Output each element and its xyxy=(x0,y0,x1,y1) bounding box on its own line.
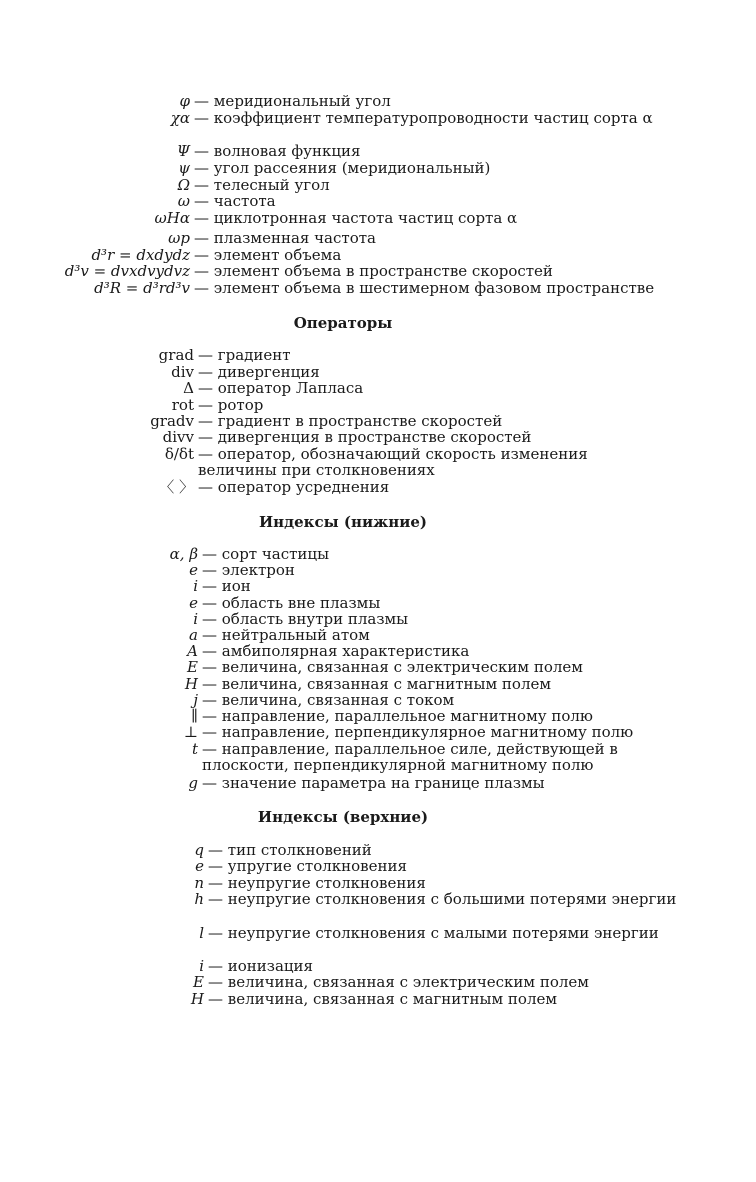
section-heading-operators: Операторы xyxy=(293,314,393,332)
description: — ион xyxy=(202,577,251,595)
description: — циклотронная частота частиц сорта α xyxy=(194,209,518,227)
description: — тип столкновений xyxy=(208,841,372,859)
description: — область внутри плазмы xyxy=(202,610,409,628)
description: — неупругие столкновения с малыми потерями энергии xyxy=(208,924,659,942)
description: — неупругие столкновения xyxy=(208,874,426,892)
description: — направление, перпендикулярное магнитному полю xyxy=(202,723,634,741)
symbol: ψ xyxy=(178,159,190,177)
description: — значение параметра на границе плазмы xyxy=(202,774,545,792)
description: — меридиональный угол xyxy=(194,92,391,110)
symbol: E xyxy=(193,973,204,991)
description: — направление, параллельное силе, действующей в плоскости, перпендикулярной магнитному полю xyxy=(202,740,618,774)
symbol: e xyxy=(195,857,204,875)
description: — область вне плазмы xyxy=(202,594,381,612)
symbol: χα xyxy=(170,109,190,127)
symbol: δ/δt xyxy=(164,445,194,463)
description: — градиент в пространстве скоростей xyxy=(198,412,503,430)
description: — величина, связанная с электрическим полем xyxy=(202,658,583,676)
symbol: ωHα xyxy=(154,209,190,227)
description: — частота xyxy=(194,192,276,210)
symbol: A xyxy=(187,642,198,660)
symbol: g xyxy=(188,774,198,792)
symbol: t xyxy=(191,740,198,758)
symbol: i xyxy=(193,610,198,628)
description: — телесный угол xyxy=(194,176,330,194)
description: — величина, связанная с магнитным полем xyxy=(202,675,552,693)
description: — дивергенция в пространстве скоростей xyxy=(198,428,532,446)
symbol: ωp xyxy=(168,229,190,247)
symbol: e xyxy=(189,594,198,612)
description: — неупругие столкновения с большими потерями энергии xyxy=(208,890,677,908)
symbol: i xyxy=(199,957,204,975)
symbol: j xyxy=(193,691,198,709)
symbol: l xyxy=(199,924,204,942)
symbol: d³r = dxdydz xyxy=(91,246,190,264)
symbol: rot xyxy=(171,396,194,414)
description: — оператор усреднения xyxy=(198,478,390,496)
symbol: d³v = dvxdvydvz xyxy=(64,262,190,280)
symbol: Δ xyxy=(183,379,194,397)
symbol: div xyxy=(171,363,194,381)
description: — упругие столкновения xyxy=(208,857,407,875)
symbol: n xyxy=(194,874,204,892)
description: — сорт частицы xyxy=(202,545,330,563)
symbol: H xyxy=(190,990,204,1008)
symbol: α, β xyxy=(169,545,198,563)
symbol: d³R = d³rd³v xyxy=(94,279,190,297)
description: — элемент объема xyxy=(194,246,342,264)
description: — элемент объема в шестимерном фазовом пространстве xyxy=(194,279,655,297)
description: — ротор xyxy=(198,396,264,414)
description: — величина, связанная с током xyxy=(202,691,455,709)
symbol: a xyxy=(189,626,198,644)
description: — направление, параллельное магнитному полю xyxy=(202,707,593,725)
symbol: grad xyxy=(158,346,194,364)
symbol: Ω xyxy=(177,176,190,194)
description: — оператор Лапласа xyxy=(198,379,364,397)
description: — элемент объема в пространстве скоростей xyxy=(194,262,553,280)
symbol: ω xyxy=(177,192,190,210)
description: — ионизация xyxy=(208,957,314,975)
symbol: gradv xyxy=(150,412,194,430)
symbol: i xyxy=(193,577,198,595)
section-heading-upper-indices: Индексы (верхние) xyxy=(257,808,429,826)
symbol: divv xyxy=(162,428,194,446)
description: — волновая функция xyxy=(194,142,361,160)
symbol: Ψ xyxy=(176,142,190,160)
section-heading-lower-indices: Индексы (нижние) xyxy=(258,513,427,531)
description: — электрон xyxy=(202,561,295,579)
description: — дивергенция xyxy=(198,363,320,381)
description: — величина, связанная с электрическим полем xyxy=(208,973,589,991)
symbol: ⊥ xyxy=(183,723,198,741)
symbol: ∥ xyxy=(191,707,198,725)
symbol: E xyxy=(187,658,198,676)
description: — оператор, обозначающий скорость изменения величины при столкновениях xyxy=(198,445,588,479)
description: — плазменная частота xyxy=(194,229,376,247)
symbol: H xyxy=(184,675,198,693)
symbol: h xyxy=(194,890,204,908)
description: — величина, связанная с магнитным полем xyxy=(208,990,558,1008)
symbol: q xyxy=(194,841,204,859)
symbol: e xyxy=(189,561,198,579)
description: — угол рассеяния (меридиональный) xyxy=(194,159,491,177)
symbol: φ xyxy=(179,92,190,110)
description: — нейтральный атом xyxy=(202,626,370,644)
symbol: 〈 〉 xyxy=(159,478,194,496)
description: — амбиполярная характеристика xyxy=(202,642,470,660)
description: — коэффициент температуропроводности частиц сорта α xyxy=(194,109,653,127)
description: — градиент xyxy=(198,346,291,364)
